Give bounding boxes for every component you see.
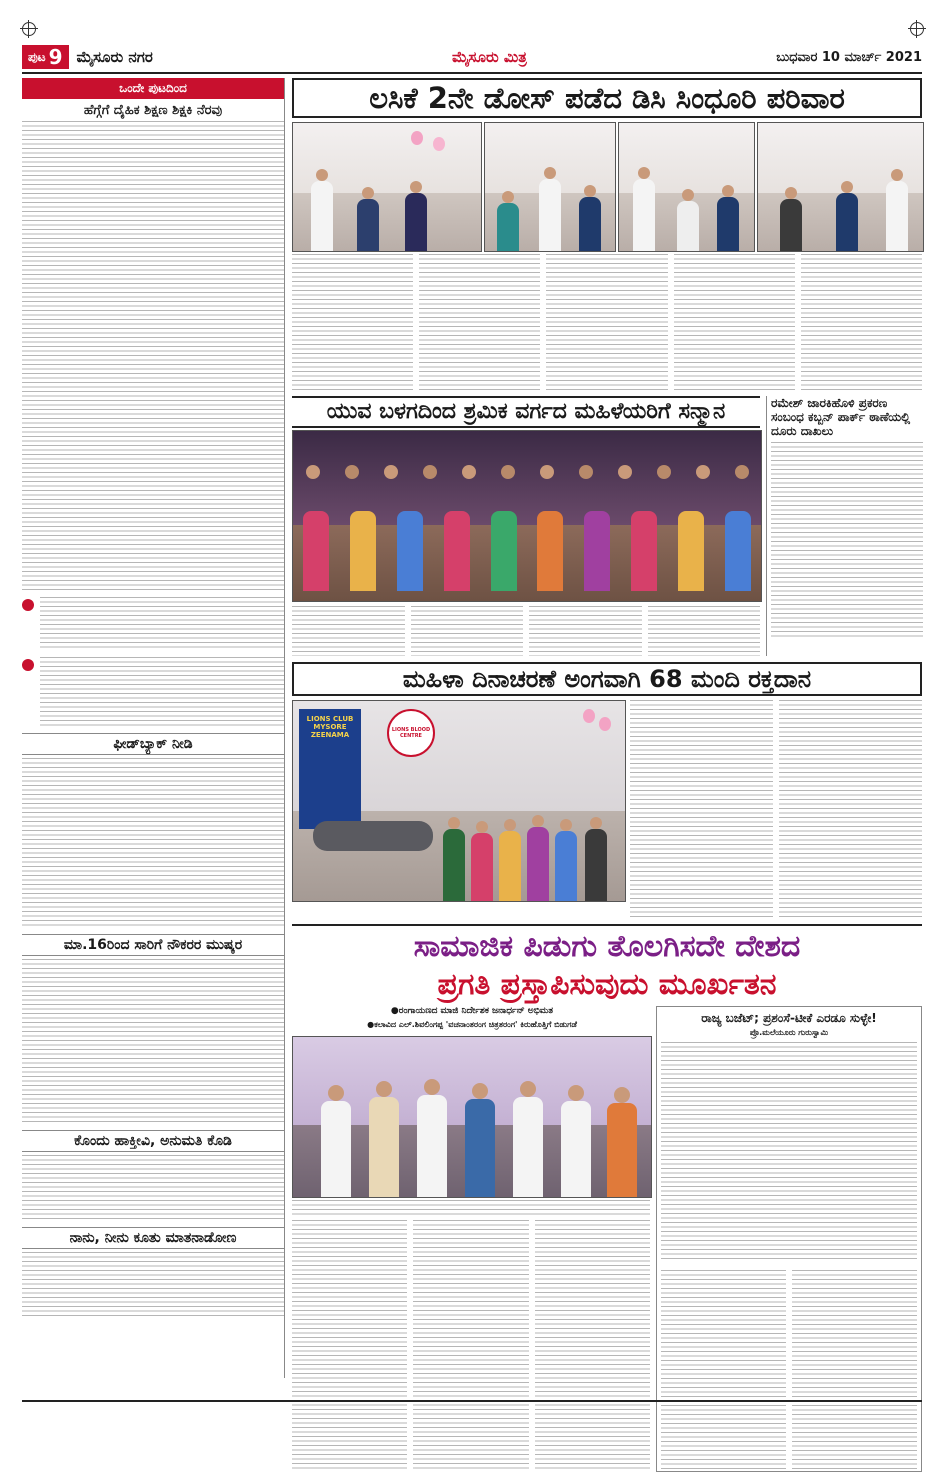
masthead: [22, 44, 922, 70]
sidebar-headline: ರಮೇಶ್ ಜಾರಕಿಹೊಳಿ ಪ್ರಕರಣ ಸಂಬಂಧ ಕಬ್ಬನ್ ಪಾರ್ಕ್ ಠಾಣೆಯಲ್ಲಿ ದೂರು ದಾಖಲು: [771, 396, 911, 438]
article-body: [22, 1155, 284, 1221]
issue-date: ಬುಧವಾರ 10 ಮಾರ್ಚ್ 2021: [776, 49, 922, 65]
book-release-photo: [292, 1036, 652, 1198]
text-column: [674, 254, 795, 392]
story-block: [292, 396, 922, 656]
bullet-icon: [22, 659, 34, 671]
registration-mark: [22, 22, 36, 36]
quote-text: [40, 597, 284, 651]
pull-quote: [22, 597, 284, 651]
bullet-icon: [22, 599, 34, 611]
article-body: [22, 758, 284, 928]
text-column: [630, 700, 773, 918]
text-column: [411, 606, 524, 656]
article-body: [22, 959, 284, 1124]
article-headline: ಫೀಡ್‌ಬ್ಯಾಕ್ ನೀಡಿ: [22, 733, 284, 755]
article-headline: ಕೊಂದು ಹಾಕ್ತೀವಿ, ಅನುಮತಿ ಕೊಡಿ: [22, 1130, 284, 1152]
article-body: [22, 121, 284, 591]
vaccination-photo: [484, 122, 616, 252]
text-column: [292, 606, 405, 656]
text-column: [529, 606, 642, 656]
story-block: [292, 700, 922, 920]
registration-mark: [910, 22, 924, 36]
page-label: ಪುಟ: [28, 49, 46, 64]
story-headline: ಪ್ರಗತಿ ಪ್ರಸ್ತಾಪಿಸುವುದು ಮೂರ್ಖತನ: [437, 967, 777, 1002]
opinion-box: [656, 1006, 922, 1472]
article-headline: ಹೆಗ್ಗೆಗೆ ದೈಹಿಕ ಶಿಕ್ಷಣ ಶಿಕ್ಷಕಿ ನೆರವು: [83, 103, 223, 118]
footer-rule: [22, 1400, 922, 1402]
story-body: [292, 254, 922, 392]
story-block: [292, 1006, 922, 1476]
story-headline: ಲಸಿಕೆ 2ನೇ ಡೋಸ್ ಪಡೆದ ಡಿಸಿ ಸಿಂಧೂರಿ ಪರಿವಾರ: [292, 78, 922, 118]
story-headline: ಸಾಮಾಜಿಕ ಪಿಡುಗು ತೊಲಗಿಸದೇ ದೇಶದ: [413, 929, 801, 964]
story-block: [292, 924, 922, 1004]
story-body: [292, 606, 760, 656]
photo-caption: [292, 1200, 650, 1216]
blood-donation-photo: [292, 700, 626, 902]
text-column: [419, 254, 540, 392]
story-body: [630, 700, 922, 918]
story-headline: ಮಹಿಳಾ ದಿನಾಚರಣೆ ಅಂಗವಾಗಿ 68 ಮಂದಿ ರಕ್ತದಾನ: [292, 662, 922, 696]
lions-banner: LIONS CLUB MYSORE ZEENAMA: [299, 709, 361, 829]
opinion-byline: ಪ್ರೊ.ಮಲೆಯೂರು ಗುರುಸ್ವಾಮಿ: [749, 1028, 829, 1037]
text-column: [413, 1220, 528, 1470]
subhead: ●ಕಲಾವಿದ ಎಲ್.ಶಿವಲಿಂಗಪ್ಪ 'ವಚನಾಂತರಂಗ ಚಿತ್ರತರಂಗ' ಕಿರುಹೊತ್ತಿಗೆ ಬಿಡುಗಡೆ: [367, 1020, 577, 1029]
text-column: [535, 1220, 650, 1470]
masthead-rule: [22, 72, 922, 74]
text-column: [648, 606, 761, 656]
story-headline: ಯುವ ಬಳಗದಿಂದ ಶ್ರಮಿಕ ವರ್ಗದ ಮಹಿಳೆಯರಿಗೆ ಸನ್ಮಾನ: [292, 396, 760, 428]
blood-centre-logo: LIONS BLOOD CENTRE: [387, 709, 435, 757]
text-column: [661, 1270, 786, 1470]
article-body: [22, 1252, 284, 1316]
pull-quote: [22, 657, 284, 727]
left-ribbon: ಒಂದೇ ಪುಟದಿಂದ: [22, 78, 284, 99]
text-column: [801, 254, 922, 392]
text-column: [546, 254, 667, 392]
article-headline: ನಾನು, ನೀನು ಕೂತು ಮಾತನಾಡೋಣ: [22, 1227, 284, 1249]
left-column: [22, 78, 285, 1378]
vaccination-photo: [292, 122, 482, 252]
vaccination-photo: [618, 122, 755, 252]
story-body: [292, 1220, 650, 1470]
text-column: [292, 1220, 407, 1470]
felicitation-photo: [292, 430, 762, 602]
subhead: ●ರಂಗಾಯಣದ ಮಾಜಿ ನಿರ್ದೇಶಕ ಜನಾರ್ಧನ್ ಅಭಿಮತ: [390, 1006, 554, 1016]
photo-strip: [292, 122, 922, 252]
opinion-headline: ರಾಜ್ಯ ಬಜೆಟ್; ಪ್ರಶಂಸೆ-ಟೀಕೆ ಎರಡೂ ಸುಳ್ಳೇ!: [701, 1011, 877, 1025]
opinion-body: [661, 1042, 917, 1262]
section-name: ಮೈಸೂರು ನಗರ: [76, 48, 153, 66]
vaccination-photo: [757, 122, 924, 252]
news-sidebar: [766, 396, 923, 656]
article-headline: ಮಾ.16ರಿಂದ ಸಾರಿಗೆ ನೌಕರರ ಮುಷ್ಕರ: [22, 934, 284, 956]
text-column: [292, 254, 413, 392]
text-column: [792, 1270, 917, 1470]
paper-name: ಮೈಸೂರು ಮಿತ್ರ: [452, 48, 527, 66]
text-column: [779, 700, 922, 918]
page-number: 9: [48, 45, 63, 69]
page-number-box: [22, 45, 69, 69]
sidebar-body: [771, 442, 923, 638]
main-area: [292, 78, 922, 1476]
quote-text: [40, 657, 284, 727]
